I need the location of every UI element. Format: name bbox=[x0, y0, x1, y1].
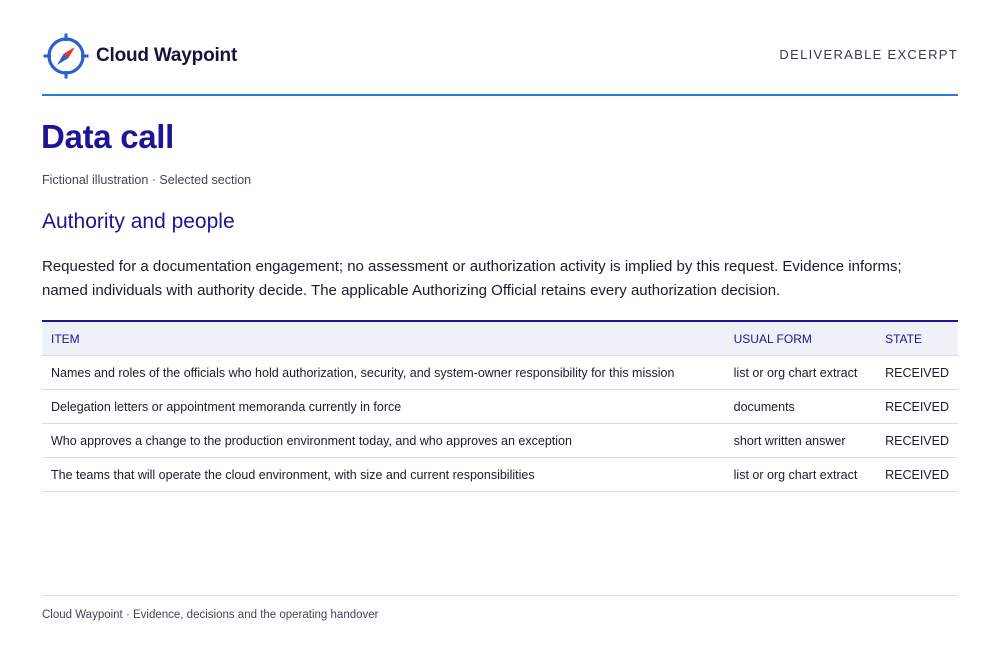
usual-form-cell: list or org chart extract bbox=[725, 356, 876, 390]
brand-name: Cloud Waypoint bbox=[96, 45, 238, 66]
section-title: Authority and people bbox=[42, 210, 235, 233]
table-row bbox=[42, 356, 958, 390]
table-row bbox=[42, 390, 958, 424]
compass-icon bbox=[42, 32, 90, 80]
data-call-table-container bbox=[42, 320, 958, 492]
state-cell: RECEIVED bbox=[876, 390, 958, 424]
table-row bbox=[42, 424, 958, 458]
item-cell: Names and roles of the officials who hold authorization, security, and system-owner responsibility for this mission bbox=[42, 356, 725, 390]
table-row bbox=[42, 458, 958, 492]
item-cell: Who approves a change to the production environment today, and who approves an exception bbox=[42, 424, 725, 458]
column-header-usual-form: USUAL FORM bbox=[725, 321, 876, 356]
page-subtitle: Fictional illustration · Selected section bbox=[42, 173, 252, 187]
usual-form-cell: list or org chart extract bbox=[725, 458, 876, 492]
usual-form-cell: short written answer bbox=[725, 424, 876, 458]
state-cell: RECEIVED bbox=[876, 424, 958, 458]
deliverable-label: DELIVERABLE EXCERPT bbox=[779, 47, 958, 62]
state-cell: RECEIVED bbox=[876, 356, 958, 390]
state-cell: RECEIVED bbox=[876, 458, 958, 492]
column-header-item: ITEM bbox=[42, 321, 725, 356]
table-header-row bbox=[42, 321, 958, 356]
column-header-state: STATE bbox=[876, 321, 958, 356]
item-cell: The teams that will operate the cloud environment, with size and current responsibilities bbox=[42, 458, 725, 492]
page-footer: Cloud Waypoint · Evidence, decisions and the operating handover bbox=[42, 609, 379, 621]
usual-form-cell: documents bbox=[725, 390, 876, 424]
brand bbox=[42, 32, 237, 80]
footer-divider bbox=[42, 595, 958, 596]
data-call-table bbox=[42, 320, 958, 492]
page-title: Data call bbox=[41, 118, 175, 155]
section-intro: Requested for a documentation engagement; no assessment or authorization activity is implied by this request. Evidence informs; named individuals with authority decide. The applicable Authorizing Official retains every authorization decision. bbox=[42, 258, 902, 299]
page-header bbox=[42, 30, 958, 96]
item-cell: Delegation letters or appointment memoranda currently in force bbox=[42, 390, 725, 424]
